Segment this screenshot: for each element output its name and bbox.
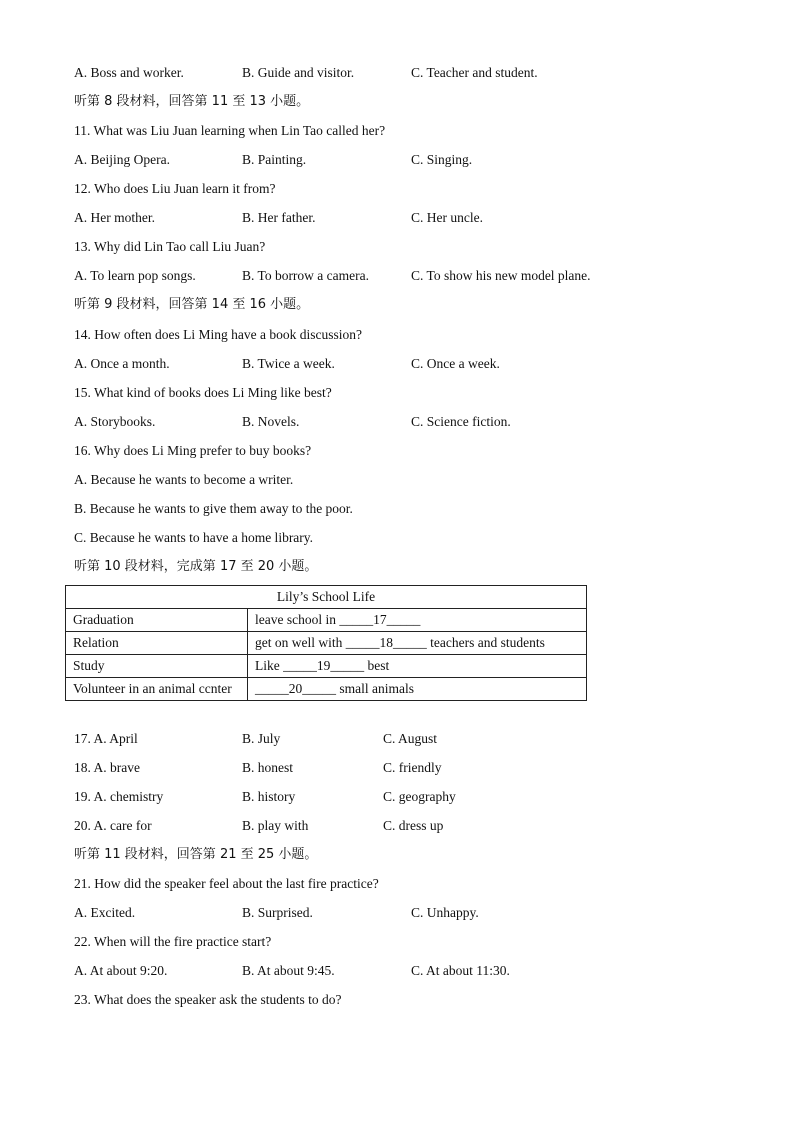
q14-option-a: A. Once a month. bbox=[74, 356, 170, 371]
q21-option-c: C. Unhappy. bbox=[411, 905, 479, 920]
q13-options bbox=[74, 268, 754, 284]
q14-options bbox=[74, 356, 754, 372]
q21-options bbox=[74, 905, 754, 921]
q18-option-b: B. honest bbox=[242, 760, 294, 775]
q21-option-a: A. Excited. bbox=[74, 905, 136, 920]
q15-option-b: B. Novels. bbox=[242, 414, 300, 429]
q18-option-a: 18. A. brave bbox=[74, 760, 140, 775]
q22-option-c: C. At about 11:30. bbox=[411, 963, 510, 978]
q10-option-a: A. Boss and worker. bbox=[74, 65, 184, 80]
q23-stem: 23. What does the speaker ask the students to do? bbox=[74, 992, 342, 1007]
q12-options bbox=[74, 210, 754, 226]
q10-options bbox=[74, 65, 754, 81]
q20-option-c: C. dress up bbox=[383, 818, 444, 833]
table-row-label: Volunteer in an animal ccnter bbox=[66, 678, 248, 701]
q18-option-c: C. friendly bbox=[383, 760, 442, 775]
q22-stem: 22. When will the fire practice start? bbox=[74, 934, 272, 949]
q20-option-a: 20. A. care for bbox=[74, 818, 152, 833]
q16-option-b: B. Because he wants to give them away to the poor. bbox=[74, 501, 353, 516]
q17-option-c: C. August bbox=[383, 731, 438, 746]
table-row-label: Study bbox=[66, 655, 248, 678]
q21-option-b: B. Surprised. bbox=[242, 905, 313, 920]
q19-option-c: C. geography bbox=[383, 789, 456, 804]
table-row-value: leave school in _____17_____ bbox=[248, 609, 587, 632]
q14-stem: 14. How often does Li Ming have a book discussion? bbox=[74, 327, 362, 342]
q14-option-b: B. Twice a week. bbox=[242, 356, 335, 371]
table-title: Lily’s School Life bbox=[66, 586, 587, 609]
q13-option-c: C. To show his new model plane. bbox=[411, 268, 591, 283]
q22-option-a: A. At about 9:20. bbox=[74, 963, 168, 978]
table-row bbox=[66, 609, 587, 632]
q15-stem: 15. What kind of books does Li Ming like best? bbox=[74, 385, 332, 400]
school-life-table bbox=[65, 585, 587, 701]
q11-option-a: A. Beijing Opera. bbox=[74, 152, 170, 167]
q20-options bbox=[74, 818, 754, 834]
q12-stem: 12. Who does Liu Juan learn it from? bbox=[74, 181, 276, 196]
section-9-instruction: 听第 9 段材料，回答第 14 至 16 小题。 bbox=[74, 297, 310, 312]
section-10-instruction: 听第 10 段材料，完成第 17 至 20 小题。 bbox=[74, 559, 318, 574]
q18-options bbox=[74, 760, 754, 776]
q15-option-a: A. Storybooks. bbox=[74, 414, 156, 429]
q17-option-b: B. July bbox=[242, 731, 281, 746]
q20-option-b: B. play with bbox=[242, 818, 309, 833]
q21-stem: 21. How did the speaker feel about the last fire practice? bbox=[74, 876, 379, 891]
table-row bbox=[66, 678, 587, 701]
table-row-label: Relation bbox=[66, 632, 248, 655]
q16-option-c: C. Because he wants to have a home library. bbox=[74, 530, 314, 545]
q12-option-c: C. Her uncle. bbox=[411, 210, 483, 225]
q12-option-b: B. Her father. bbox=[242, 210, 316, 225]
q13-stem: 13. Why did Lin Tao call Liu Juan? bbox=[74, 239, 266, 254]
table-row-value: Like _____19_____ best bbox=[248, 655, 587, 678]
q13-option-b: B. To borrow a camera. bbox=[242, 268, 370, 283]
q11-option-c: C. Singing. bbox=[411, 152, 473, 167]
q15-options bbox=[74, 414, 754, 430]
q10-option-c: C. Teacher and student. bbox=[411, 65, 538, 80]
q14-option-c: C. Once a week. bbox=[411, 356, 500, 371]
q13-option-a: A. To learn pop songs. bbox=[74, 268, 196, 283]
section-8-instruction: 听第 8 段材料，回答第 11 至 13 小题。 bbox=[74, 94, 310, 109]
q22-option-b: B. At about 9:45. bbox=[242, 963, 335, 978]
table-row-value: get on well with _____18_____ teachers and students bbox=[248, 632, 587, 655]
q11-options bbox=[74, 152, 754, 168]
q12-option-a: A. Her mother. bbox=[74, 210, 155, 225]
q19-options bbox=[74, 789, 754, 805]
q16-stem: 16. Why does Li Ming prefer to buy books? bbox=[74, 443, 312, 458]
table-row-label: Graduation bbox=[66, 609, 248, 632]
q11-stem: 11. What was Liu Juan learning when Lin Tao called her? bbox=[74, 123, 386, 138]
table-row bbox=[66, 632, 587, 655]
q22-options bbox=[74, 963, 754, 979]
q11-option-b: B. Painting. bbox=[242, 152, 307, 167]
q19-option-b: B. history bbox=[242, 789, 296, 804]
q19-option-a: 19. A. chemistry bbox=[74, 789, 164, 804]
table-title-row bbox=[66, 586, 587, 609]
q16-option-a: A. Because he wants to become a writer. bbox=[74, 472, 294, 487]
q15-option-c: C. Science fiction. bbox=[411, 414, 511, 429]
q17-option-a: 17. A. April bbox=[74, 731, 138, 746]
section-11-instruction: 听第 11 段材料，回答第 21 至 25 小题。 bbox=[74, 847, 318, 862]
table-row bbox=[66, 655, 587, 678]
table-row-value: _____20_____ small animals bbox=[248, 678, 587, 701]
q10-option-b: B. Guide and visitor. bbox=[242, 65, 355, 80]
q17-options bbox=[74, 731, 754, 747]
